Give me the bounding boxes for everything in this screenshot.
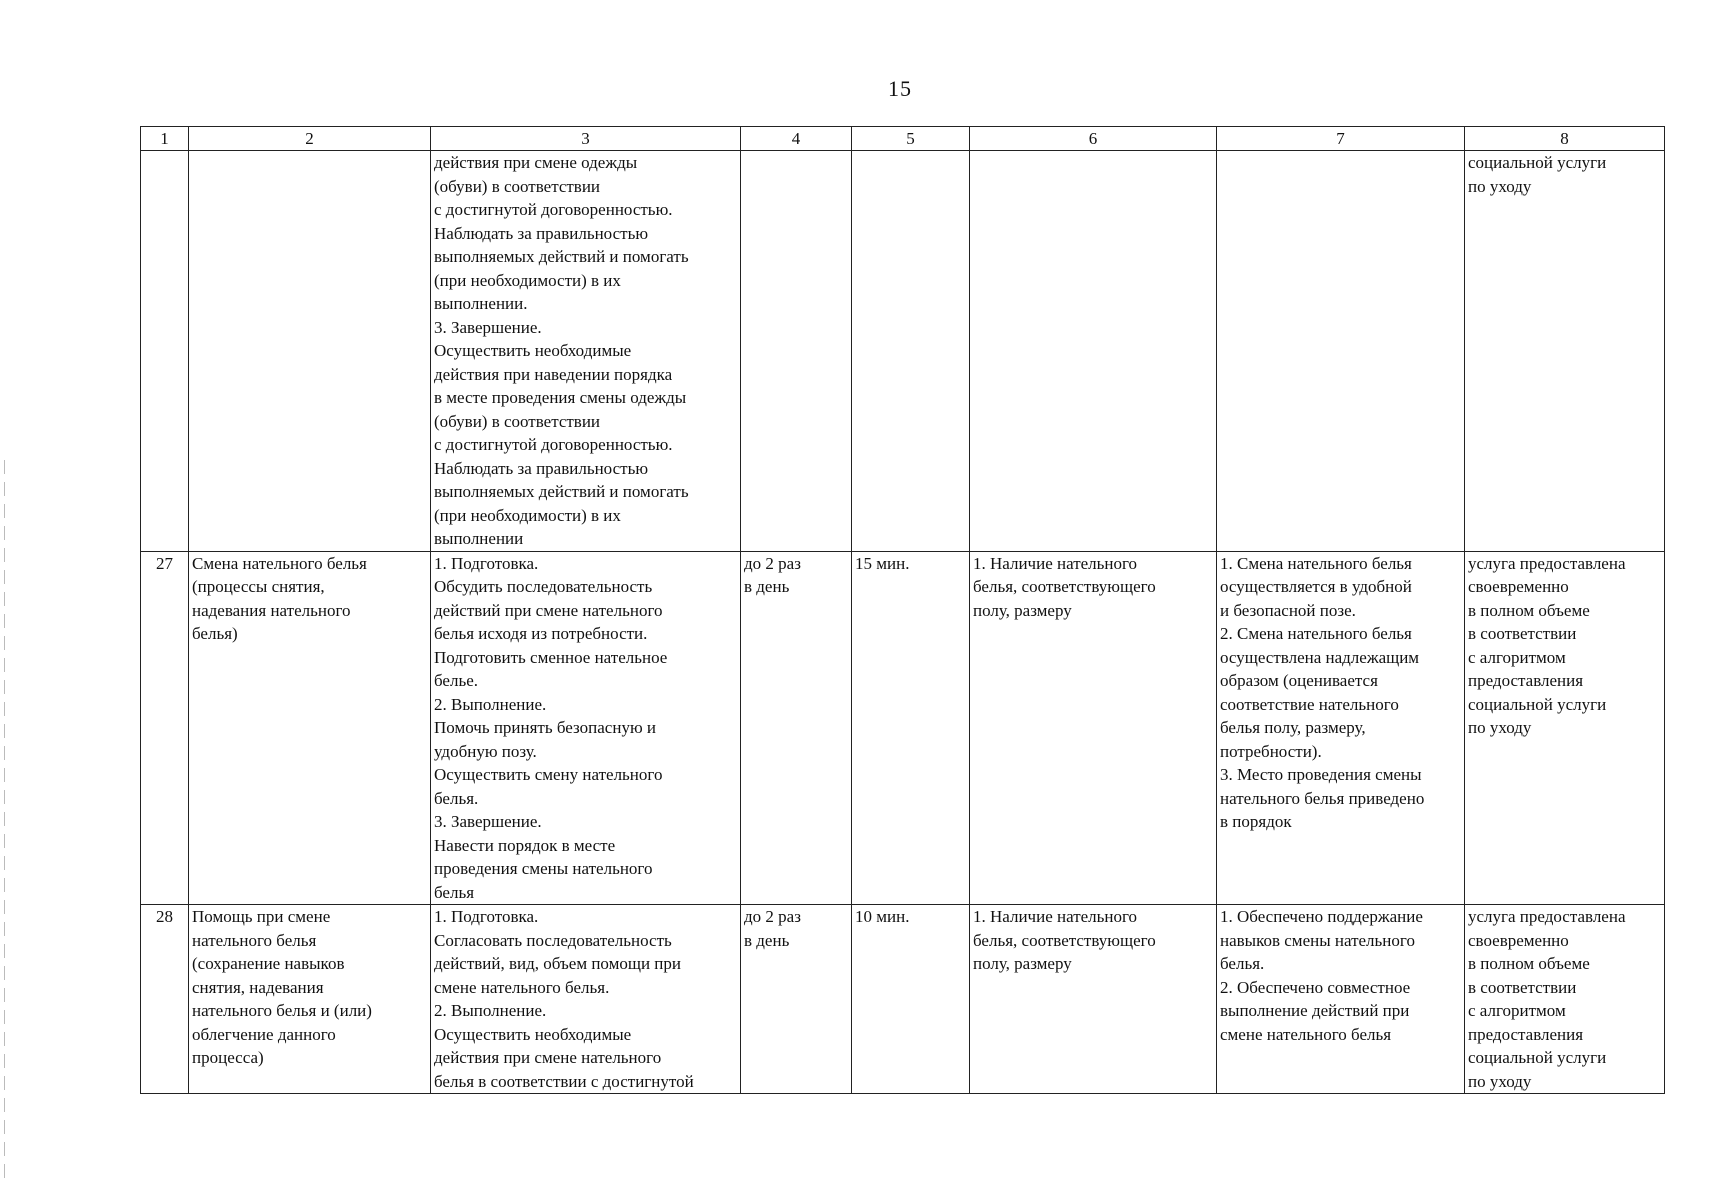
page-number: 15 (888, 76, 912, 101)
cell-text-line: (обуви) в соответствии (434, 176, 601, 196)
cell-text-line: белье. (434, 671, 479, 690)
cell-text-line: нательного белья и (или) (192, 1001, 372, 1020)
service-number-cell: 27 (141, 551, 189, 905)
quality-indicators-cell (1217, 151, 1465, 552)
cell-text-line: с алгоритмом (1468, 1001, 1566, 1020)
cell-text-line: Осуществить необходимые (434, 1024, 632, 1044)
cell-text-line: с достигнутой договоренностью. (434, 200, 673, 219)
conditions-cell (970, 551, 1217, 905)
cell-text-line: Наблюдать за правильностью (434, 458, 649, 478)
evaluation-cell (1465, 151, 1665, 552)
cell-text-line: навыков смены нательного (1220, 930, 1415, 950)
cell-text-line: 2. Выполнение. (434, 694, 547, 714)
cell-text-line: в полном объеме (1468, 600, 1590, 620)
cell-text-line: выполнение действий при (1220, 1001, 1410, 1020)
column-header-2: 2 (189, 127, 431, 151)
cell-text-line: Смена нательного белья (192, 553, 367, 573)
cell-text-line: (обуви) в соответствии (434, 411, 601, 431)
cell-text-line: социальной услуги (1468, 1048, 1607, 1067)
table-body (141, 151, 1665, 1094)
cell-text-line: Подготовить сменное нательное (434, 647, 668, 667)
cell-text-line: выполняемых действий и помогать (434, 482, 689, 501)
cell-text-line: Осуществить смену нательного (434, 765, 663, 784)
cell-text-line: 10 мин. (855, 907, 910, 926)
cell-text-line: нательного белья (192, 930, 317, 950)
cell-text-line: 1. Наличие нательного (973, 553, 1138, 573)
conditions-cell (970, 905, 1217, 1094)
table-row (141, 551, 1665, 905)
cell-text-line: 1. Подготовка. (434, 553, 539, 573)
cell-text-line: (процессы снятия, (192, 577, 325, 596)
cell-text-line: выполнении (434, 529, 524, 548)
cell-text-line: облегчение данного (192, 1024, 336, 1044)
cell-text-line: с достигнутой договоренностью. (434, 435, 673, 454)
cell-text-line: 3. Место проведения смены (1220, 765, 1422, 784)
frequency-cell (741, 151, 852, 552)
column-header-6: 6 (970, 127, 1217, 151)
cell-text-line: 15 мин. (855, 553, 910, 573)
cell-text-line: нательного белья приведено (1220, 788, 1425, 808)
cell-text-line: 1. Смена нательного белья (1220, 553, 1412, 573)
cell-text-line: Помощь при смене (192, 907, 331, 926)
cell-text-line: белья, соответствующего (973, 577, 1156, 596)
cell-text-line: по уходу (1468, 718, 1532, 737)
conditions-cell (970, 151, 1217, 552)
column-header-8: 8 (1465, 127, 1665, 151)
cell-text-line: белья (434, 882, 475, 902)
cell-text-line: (при необходимости) в их (434, 270, 621, 290)
cell-text-line: полу, размеру (973, 954, 1072, 973)
duration-cell (852, 551, 970, 905)
cell-text-line: выполняемых действий и помогать (434, 247, 689, 266)
cell-text-line: смене нательного белья. (434, 977, 610, 997)
cell-text-line: в соответствии (1468, 624, 1577, 643)
cell-text-line: процесса) (192, 1048, 264, 1067)
cell-text-line: предоставления (1468, 1024, 1584, 1044)
cell-text-line: услуга предоставлена (1468, 553, 1626, 573)
cell-text-line: в порядок (1220, 812, 1292, 831)
cell-text-line: в соответствии (1468, 977, 1577, 997)
duration-cell (852, 151, 970, 552)
cell-text-line: полу, размеру (973, 600, 1072, 620)
cell-text-line: по уходу (1468, 176, 1532, 196)
cell-text-line: соответствие нательного (1220, 694, 1399, 714)
services-table (140, 126, 1665, 1094)
cell-text-line: осуществлена надлежащим (1220, 647, 1420, 667)
cell-text-line: своевременно (1468, 930, 1569, 950)
cell-text-line: по уходу (1468, 1071, 1532, 1091)
service-number-cell (141, 151, 189, 552)
cell-text-line: своевременно (1468, 577, 1569, 596)
cell-text-line: белья полу, размеру, (1220, 718, 1366, 737)
cell-text-line: Наблюдать за правильностью (434, 223, 649, 243)
cell-text-line: смене нательного белья (1220, 1024, 1392, 1044)
cell-text-line: белья. (434, 788, 479, 808)
cell-text-line: надевания нательного (192, 600, 351, 620)
frequency-cell (741, 551, 852, 905)
cell-text-line: Помочь принять безопасную и (434, 718, 656, 737)
cell-text-line: 2. Смена нательного белья (1220, 624, 1412, 643)
duration-cell (852, 905, 970, 1094)
service-name-cell (189, 905, 431, 1094)
cell-text-line: 1. Подготовка. (434, 907, 539, 926)
cell-text-line: белья, соответствующего (973, 930, 1156, 950)
cell-text-line: Осуществить необходимые (434, 341, 632, 360)
cell-text-line: действия при наведении порядка (434, 364, 673, 384)
cell-text-line: потребности). (1220, 741, 1322, 761)
cell-text-line: действий, вид, объем помощи при (434, 954, 681, 973)
service-content-cell (431, 905, 741, 1094)
scan-edge-mark (4, 460, 5, 1180)
cell-text-line: с алгоритмом (1468, 647, 1566, 667)
cell-text-line: социальной услуги (1468, 153, 1607, 172)
header-row (141, 127, 1665, 151)
cell-text-line: проведения смены нательного (434, 859, 653, 878)
cell-text-line: 2. Обеспечено совместное (1220, 977, 1411, 997)
quality-indicators-cell (1217, 551, 1465, 905)
column-header-5: 5 (852, 127, 970, 151)
frequency-cell (741, 905, 852, 1094)
cell-text-line: 3. Завершение. (434, 812, 542, 831)
cell-text-line: белья исходя из потребности. (434, 624, 648, 643)
cell-text-line: и безопасной позе. (1220, 600, 1356, 620)
service-content-cell (431, 551, 741, 905)
service-name-cell (189, 551, 431, 905)
cell-text-line: образом (оценивается (1220, 671, 1378, 690)
cell-text-line: белья в соответствии с достигнутой (434, 1071, 694, 1091)
column-header-4: 4 (741, 127, 852, 151)
cell-text-line: услуга предоставлена (1468, 907, 1626, 926)
cell-text-line: (при необходимости) в их (434, 505, 621, 525)
cell-text-line: удобную позу. (434, 741, 537, 761)
table-row (141, 151, 1665, 552)
cell-text-line: Навести порядок в месте (434, 835, 616, 855)
cell-text-line: действия при смене нательного (434, 1048, 662, 1067)
cell-text-line: действия при смене одежды (434, 153, 638, 172)
cell-text-line: в день (744, 577, 790, 596)
cell-text-line: предоставления (1468, 671, 1584, 690)
service-name-cell (189, 151, 431, 552)
table-row (141, 905, 1665, 1094)
cell-text-line: осуществляется в удобной (1220, 577, 1412, 596)
cell-text-line: Обсудить последовательность (434, 577, 653, 596)
cell-text-line: в месте проведения смены одежды (434, 388, 687, 407)
service-content-cell (431, 151, 741, 552)
cell-text-line: 2. Выполнение. (434, 1001, 547, 1020)
cell-text-line: действий при смене нательного (434, 600, 663, 620)
column-header-3: 3 (431, 127, 741, 151)
cell-text-line: Согласовать последовательность (434, 930, 672, 950)
cell-text-line: (сохранение навыков (192, 954, 345, 973)
cell-text-line: снятия, надевания (192, 977, 324, 997)
cell-text-line: в день (744, 930, 790, 950)
cell-text-line: белья. (1220, 954, 1265, 973)
cell-text-line: до 2 раз (744, 553, 801, 573)
column-header-1: 1 (141, 127, 189, 151)
quality-indicators-cell (1217, 905, 1465, 1094)
table-header (141, 127, 1665, 151)
cell-text-line: социальной услуги (1468, 694, 1607, 714)
column-header-7: 7 (1217, 127, 1465, 151)
evaluation-cell (1465, 905, 1665, 1094)
cell-text-line: в полном объеме (1468, 954, 1590, 973)
evaluation-cell (1465, 551, 1665, 905)
cell-text-line: выполнении. (434, 294, 528, 313)
service-number-cell: 28 (141, 905, 189, 1094)
cell-text-line: 1. Обеспечено поддержание (1220, 907, 1423, 926)
cell-text-line: 1. Наличие нательного (973, 907, 1138, 926)
cell-text-line: до 2 раз (744, 907, 801, 926)
cell-text-line: 3. Завершение. (434, 317, 542, 337)
cell-text-line: белья) (192, 624, 238, 643)
